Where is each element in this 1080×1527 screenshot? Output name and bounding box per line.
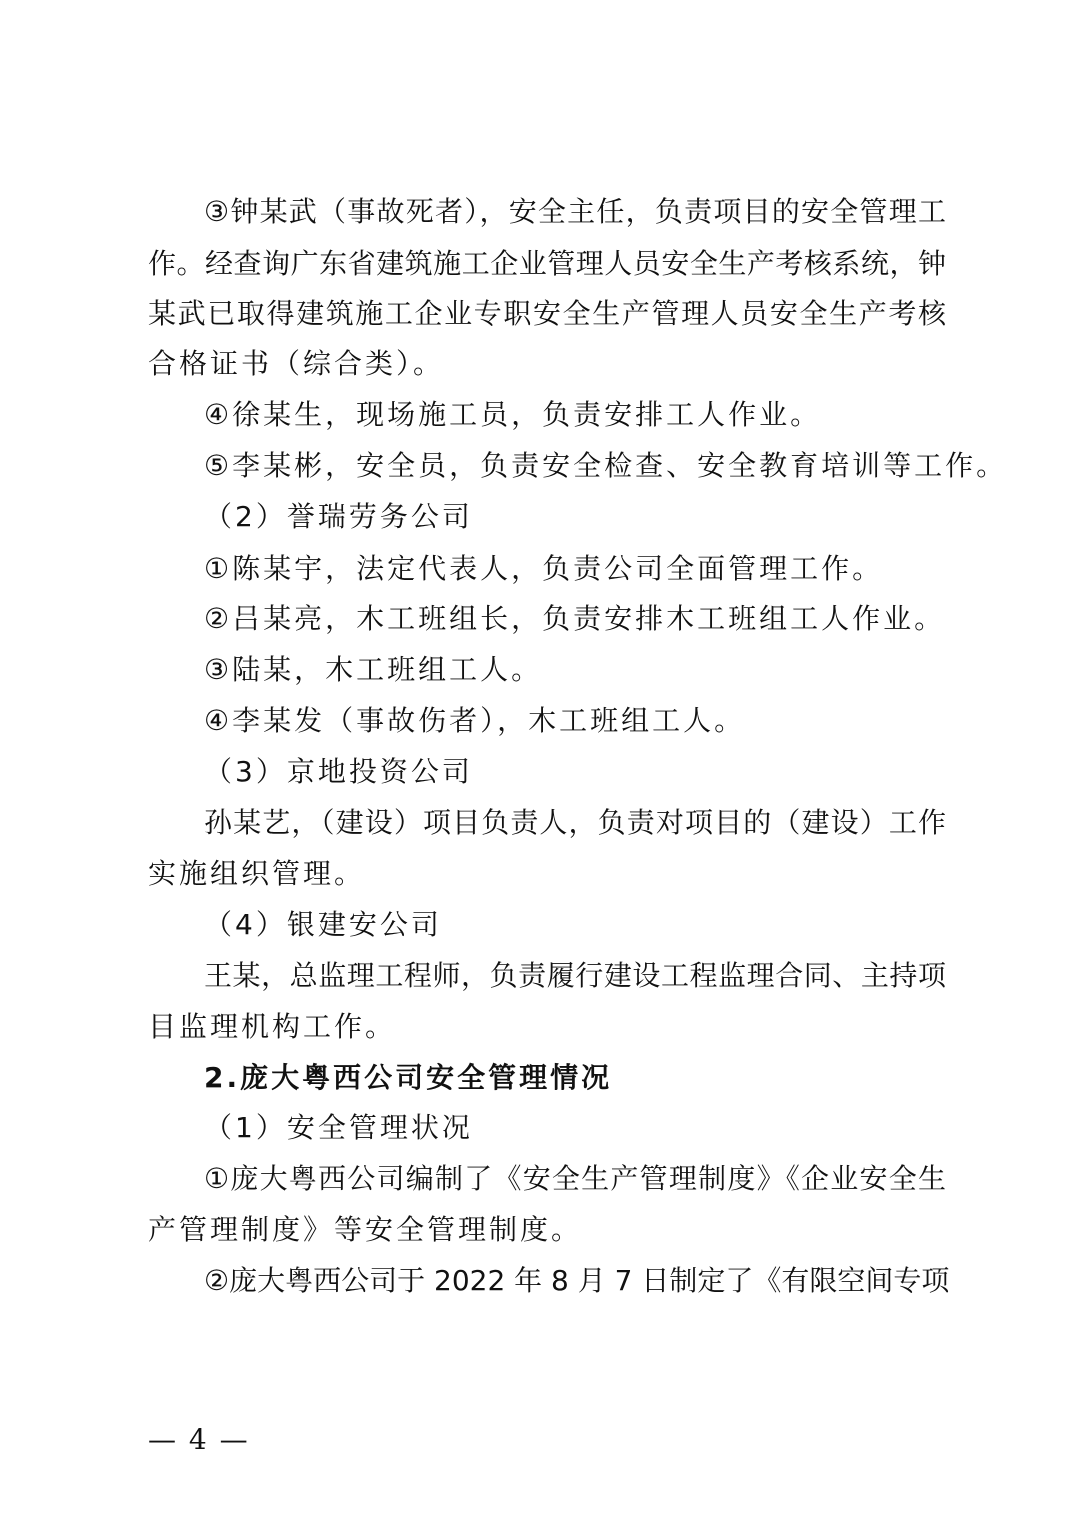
paragraph-line: ③陆某，木工班组工人。 <box>204 653 543 686</box>
paragraph-line: 王某，总监理工程师，负责履行建设工程监理合同、主持项 <box>204 959 946 992</box>
paragraph-line: 合格证书（综合类）。 <box>148 347 445 380</box>
paragraph-line: 实施组织管理。 <box>148 857 366 890</box>
paragraph-line: 目监理机构工作。 <box>148 1010 397 1043</box>
paragraph-line: ②庞大粤西公司于 2022 年 8 月 7 日制定了《有限空间专项 <box>204 1264 950 1297</box>
paragraph-line: ①陈某宇，法定代表人，负责公司全面管理工作。 <box>204 552 884 585</box>
paragraph-line: 孙某艺，（建设）项目负责人，负责对项目的（建设）工作 <box>204 806 946 839</box>
paragraph-line: ④李某发（事故伤者），木工班组工人。 <box>204 704 746 737</box>
paragraph-line: 产管理制度》等安全管理制度。 <box>148 1213 583 1246</box>
paragraph-line: ⑤李某彬，安全员，负责安全检查、安全教育培训等工作。 <box>204 449 1008 482</box>
section-heading: （2）誉瑞劳务公司 <box>204 500 473 533</box>
bold-heading: 2.庞大粤西公司安全管理情况 <box>204 1061 613 1094</box>
paragraph-line: 某武已取得建筑施工企业专职安全生产管理人员安全生产考核 <box>148 297 946 330</box>
paragraph-line: 作。经查询广东省建筑施工企业管理人员安全生产考核系统，钟 <box>148 247 946 280</box>
page-number: — 4 — <box>148 1423 250 1456</box>
paragraph-line: ④徐某生，现场施工员，负责安排工人作业。 <box>204 398 822 431</box>
paragraph-line: ①庞大粤西公司编制了《安全生产管理制度》《企业安全生 <box>204 1162 946 1195</box>
section-heading: （3）京地投资公司 <box>204 755 473 788</box>
section-heading: （1）安全管理状况 <box>204 1111 473 1144</box>
paragraph-line: ②吕某亮，木工班组长，负责安排木工班组工人作业。 <box>204 602 946 635</box>
paragraph-line: ③钟某武（事故死者），安全主任，负责项目的安全管理工 <box>204 195 946 228</box>
section-heading: （4）银建安公司 <box>204 908 442 941</box>
